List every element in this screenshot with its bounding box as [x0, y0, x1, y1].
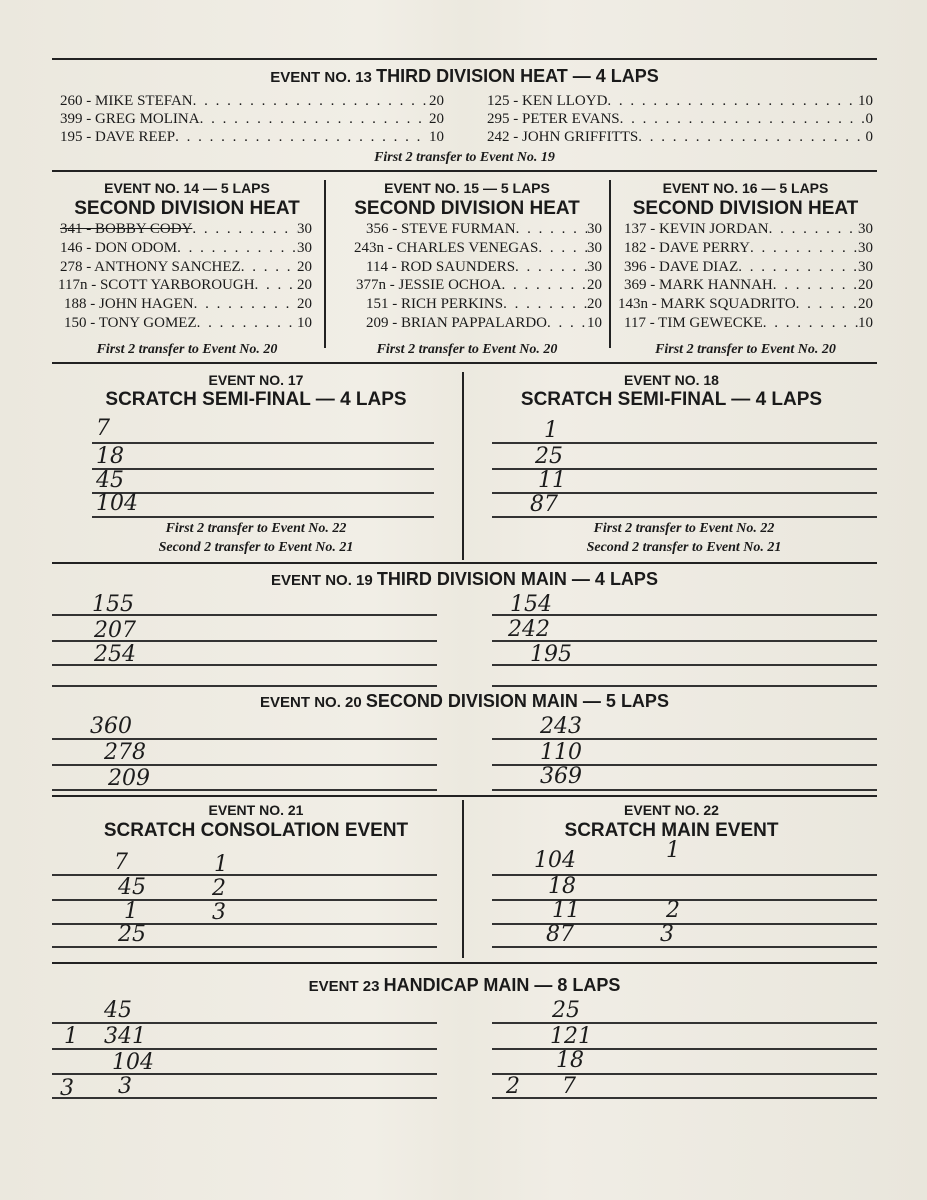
event-17-result: 18 — [96, 444, 124, 469]
event-20-result: 110 — [540, 740, 582, 765]
event-16-note: First 2 transfer to Event No. 20 — [655, 342, 836, 357]
event-14-entry: 146 - DON ODOM . . . 30 — [60, 240, 312, 257]
event-17-result: 7 — [96, 416, 110, 441]
result-line — [52, 685, 437, 687]
event-22-title: SCRATCH MAIN EVENT — [564, 820, 779, 841]
event-22-result: 18 — [548, 874, 576, 899]
event-22-label: EVENT NO. 22 — [624, 802, 719, 818]
result-line — [492, 1097, 877, 1099]
event-23-place: 2 — [506, 1074, 520, 1099]
event-15-entry: 243n - CHARLES VENEGAS . . . 30 — [354, 240, 602, 257]
event-13-entry: 295 - PETER EVANS . . . 0 — [487, 111, 873, 128]
event-14-title: SECOND DIVISION HEAT — [74, 198, 300, 219]
event-22-place: 1 — [666, 838, 680, 863]
event-20-header — [52, 691, 877, 712]
event-13-entry: 399 - GREG MOLINA . . . 20 — [60, 111, 444, 128]
event-18-result: 87 — [530, 492, 558, 517]
event-20-result: 278 — [104, 740, 146, 765]
column-divider — [609, 180, 611, 348]
top-border — [52, 58, 877, 60]
event-15-entry: 114 - ROD SAUNDERS . . . 30 — [366, 259, 602, 276]
result-line — [492, 1073, 877, 1075]
event-23-title: HANDICAP MAIN — 8 LAPS — [383, 975, 621, 995]
event-23-result: 25 — [552, 998, 580, 1023]
event-23-result: 121 — [550, 1024, 592, 1049]
event-17-result: 45 — [96, 468, 124, 493]
event-16-entry: 182 - DAVE PERRY . . . 30 — [624, 240, 873, 257]
event-20-result: 369 — [540, 764, 582, 789]
event-17-note: Second 2 transfer to Event No. 21 — [158, 540, 354, 555]
event-21-place: 2 — [212, 876, 226, 901]
event-23-result: 18 — [556, 1048, 584, 1073]
event-19-label: EVENT NO. 19 — [271, 572, 373, 589]
divider — [52, 170, 877, 172]
event-19-result: 155 — [92, 592, 134, 617]
event-23-header — [52, 975, 877, 996]
event-15-entry: 209 - BRIAN PAPPALARDO . . . 10 — [366, 315, 602, 332]
event-13-note: First 2 transfer to Event No. 19 — [374, 150, 555, 165]
event-22-place: 3 — [660, 922, 674, 947]
event-16-entry: 369 - MARK HANNAH . . . 20 — [624, 277, 873, 294]
event-17-note: First 2 transfer to Event No. 22 — [165, 521, 347, 536]
result-line — [52, 1073, 437, 1075]
event-18-result: 11 — [538, 468, 566, 493]
event-13-entry: 242 - JOHN GRIFFITTS . . . 0 — [487, 129, 873, 146]
event-23-result: 3 — [118, 1074, 132, 1099]
event-15-note: First 2 transfer to Event No. 20 — [376, 342, 558, 357]
event-14-label: EVENT NO. 14 — 5 LAPS — [104, 180, 270, 196]
event-18-title: SCRATCH SEMI-FINAL — 4 LAPS — [520, 389, 823, 410]
event-23-result: 7 — [562, 1074, 576, 1099]
event-14-entry: 150 - TONY GOMEZ . . . 10 — [64, 315, 312, 332]
divider — [52, 362, 877, 364]
event-15-title: SECOND DIVISION HEAT — [354, 198, 580, 219]
event-13-title: THIRD DIVISION HEAT — 4 LAPS — [376, 66, 659, 86]
event-16-entry: 137 - KEVIN JORDAN . . . 30 — [624, 221, 873, 238]
event-21-place: 1 — [214, 852, 228, 877]
event-17-label: EVENT NO. 17 — [208, 372, 304, 388]
event-19-result: 195 — [530, 642, 572, 667]
event-18-note: First 2 transfer to Event No. 22 — [593, 521, 775, 536]
result-line — [92, 492, 434, 494]
event-16-title: SECOND DIVISION HEAT — [632, 198, 859, 219]
event-14-note: First 2 transfer to Event No. 20 — [96, 342, 278, 357]
result-line — [52, 923, 437, 925]
event-23-place: 3 — [60, 1076, 74, 1101]
event-20-title: SECOND DIVISION MAIN — 5 LAPS — [365, 691, 669, 711]
event-13-entry: 195 - DAVE REEP . . . 10 — [60, 129, 444, 146]
result-line — [92, 468, 434, 470]
event-23-result: 45 — [104, 998, 132, 1023]
event-21-result: 25 — [118, 922, 146, 947]
divider — [52, 795, 877, 797]
event-16-entry: 396 - DAVE DIAZ . . . 30 — [624, 259, 873, 276]
event-16-entry: 143n - MARK SQUADRITO . . . 20 — [618, 296, 873, 313]
event-14-entry: 341 - BOBBY CODY . . . 30 — [60, 221, 312, 238]
event-18-label: EVENT NO. 18 — [624, 372, 719, 388]
result-line — [92, 516, 434, 518]
event-18-result: 25 — [535, 444, 563, 469]
event-14-entry: 188 - JOHN HAGEN . . . 20 — [64, 296, 312, 313]
event-17-result: 104 — [96, 491, 138, 516]
result-line — [492, 899, 877, 901]
event-19-result: 207 — [94, 618, 136, 643]
event-15-entry: 151 - RICH PERKINS . . . 20 — [366, 296, 602, 313]
event-23-result: 104 — [112, 1050, 154, 1075]
event-13-header — [52, 66, 877, 87]
event-13-entry: 125 - KEN LLOYD . . . 10 — [487, 93, 873, 110]
event-13-entry: 260 - MIKE STEFAN . . . 20 — [60, 93, 444, 110]
column-divider — [462, 800, 464, 958]
result-line — [492, 685, 877, 687]
result-line — [492, 789, 877, 791]
result-line — [52, 946, 437, 948]
event-22-result: 87 — [546, 922, 574, 947]
event-14-entry: 278 - ANTHONY SANCHEZ . . . 20 — [60, 259, 312, 276]
event-19-title: THIRD DIVISION MAIN — 4 LAPS — [376, 569, 658, 589]
event-19-result: 154 — [510, 592, 552, 617]
event-16-label: EVENT NO. 16 — 5 LAPS — [662, 180, 829, 196]
event-19-result: 242 — [508, 617, 550, 642]
event-21-label: EVENT NO. 21 — [208, 802, 304, 818]
event-20-label: EVENT NO. 20 — [260, 694, 362, 711]
event-19-result: 254 — [94, 642, 136, 667]
event-16-entry: 117 - TIM GEWECKE . . . 10 — [624, 315, 873, 332]
event-23-place: 1 — [64, 1024, 78, 1049]
divider — [52, 962, 877, 964]
divider — [52, 562, 877, 564]
event-22-result: 104 — [534, 848, 576, 873]
event-22-result: 11 — [552, 898, 580, 923]
result-line — [52, 1097, 437, 1099]
event-23-result: 341 — [104, 1024, 146, 1049]
event-15-entry: 377n - JESSIE OCHOA . . . 20 — [356, 277, 602, 294]
event-18-note: Second 2 transfer to Event No. 21 — [586, 540, 782, 555]
event-20-result: 360 — [90, 714, 132, 739]
column-divider — [324, 180, 326, 348]
event-17-title: SCRATCH SEMI-FINAL — 4 LAPS — [105, 389, 407, 410]
event-14-entry: 117n - SCOTT YARBOROUGH . . . 20 — [58, 277, 312, 294]
event-20-result: 209 — [108, 766, 150, 791]
result-line — [52, 899, 437, 901]
event-22-place: 2 — [666, 898, 680, 923]
event-18-result: 1 — [544, 418, 558, 443]
event-21-title: SCRATCH CONSOLATION EVENT — [103, 820, 409, 841]
event-15-label: EVENT NO. 15 — 5 LAPS — [384, 180, 550, 196]
event-21-result: 1 — [124, 899, 138, 924]
event-15-entry: 356 - STEVE FURMAN . . . 30 — [366, 221, 602, 238]
event-23-label: EVENT 23 — [308, 978, 380, 995]
event-21-result: 7 — [114, 850, 128, 875]
event-21-place: 3 — [212, 900, 226, 925]
event-13-label: EVENT NO. 13 — [270, 69, 372, 86]
result-line — [52, 874, 437, 876]
event-19-header — [52, 569, 877, 590]
event-21-result: 45 — [118, 875, 146, 900]
result-line — [92, 442, 434, 444]
event-20-result: 243 — [540, 714, 582, 739]
